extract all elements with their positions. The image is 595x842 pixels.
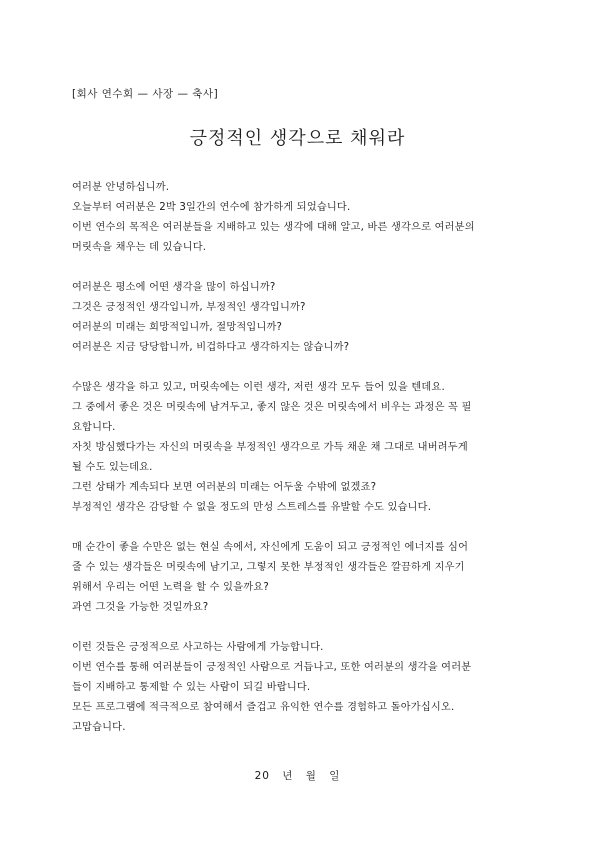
paragraph-line: 이번 연수를 통해 여러분들이 긍정적인 사람으로 거듭나고, 또한 여러분의 생각을 여러분 (72, 662, 472, 673)
document-header-tag: [회사 연수회 — 사장 — 축사] (72, 88, 219, 100)
paragraph-line: 여러분은 지금 당당합니까, 비겁하다고 생각하지는 않습니까? (72, 342, 350, 353)
paragraph-line: 자칫 방심했다가는 자신의 머릿속을 부정적인 생각으로 가득 채운 채 그대로 내버려두게 (72, 442, 468, 453)
document-title: 긍정적인 생각으로 채워라 (189, 128, 406, 149)
paragraph-line: 이런 것들은 긍정적으로 사고하는 사람에게 가능합니다. (72, 642, 324, 653)
paragraph-line: 위해서 우리는 어떤 노력을 할 수 있을까요? (72, 582, 269, 593)
paragraph-line: 부정적인 생각은 감당할 수 없을 정도의 만성 스트레스를 유발할 수도 있습니다. (72, 502, 432, 513)
paragraph-line: 그것은 긍정적인 생각입니까, 부정적인 생각입니까? (72, 302, 306, 313)
paragraph-line: 머릿속을 채우는 데 있습니다. (72, 242, 207, 253)
date-line: 20 년 월 일 (254, 770, 341, 782)
paragraph-line: 모든 프로그램에 적극적으로 참여해서 즐겁고 유익한 연수를 경험하고 돌아가십시오. (72, 702, 455, 713)
paragraph-line: 될 수도 있는데요. (72, 462, 153, 473)
paragraph-line: 그 중에서 좋은 것은 머릿속에 남겨두고, 좋지 않은 것은 머릿속에서 비우는 과정은 꼭 필 (72, 402, 472, 413)
paragraph-line: 줄 수 있는 생각들은 머릿속에 남기고, 그렇지 못한 부정적인 생각들은 깔끔하게 지우기 (72, 562, 465, 573)
paragraph-line: 들이 지배하고 통제할 수 있는 사람이 되길 바랍니다. (72, 682, 311, 693)
document-body (72, 178, 526, 758)
paragraph-line: 과연 그것을 가능한 것일까요? (72, 602, 209, 613)
paragraph-line: 수많은 생각을 하고 있고, 머릿속에는 이런 생각, 저런 생각 모두 들어 있을 텐데요. (72, 382, 445, 393)
paragraph-line: 그런 상태가 계속되다 보면 여러분의 미래는 어두울 수밖에 없겠죠? (72, 482, 377, 493)
paragraph-line: 여러분의 미래는 희망적입니까, 절망적입니까? (72, 322, 283, 333)
paragraph (72, 378, 526, 518)
paragraph (72, 278, 526, 358)
paragraph-line: 여러분 안녕하십니까. (72, 182, 170, 193)
paragraph (72, 178, 526, 258)
paragraph-line: 이번 연수의 목적은 여러분들을 지배하고 있는 생각에 대해 알고, 바른 생각으로 여러분의 (72, 222, 475, 233)
paragraph-line: 오늘부터 여러분은 2박 3일간의 연수에 참가하게 되었습니다. (72, 202, 351, 213)
paragraph-line: 여러분은 평소에 어떤 생각을 많이 하십니까? (72, 282, 276, 293)
paragraph (72, 538, 526, 618)
paragraph-line: 매 순간이 좋을 수만은 없는 현실 속에서, 자신에게 도움이 되고 긍정적인 에너지를 심어 (72, 542, 469, 553)
paragraph-line: 고맙습니다. (72, 722, 126, 733)
paragraph (72, 638, 526, 738)
paragraph-line: 요합니다. (72, 422, 116, 433)
